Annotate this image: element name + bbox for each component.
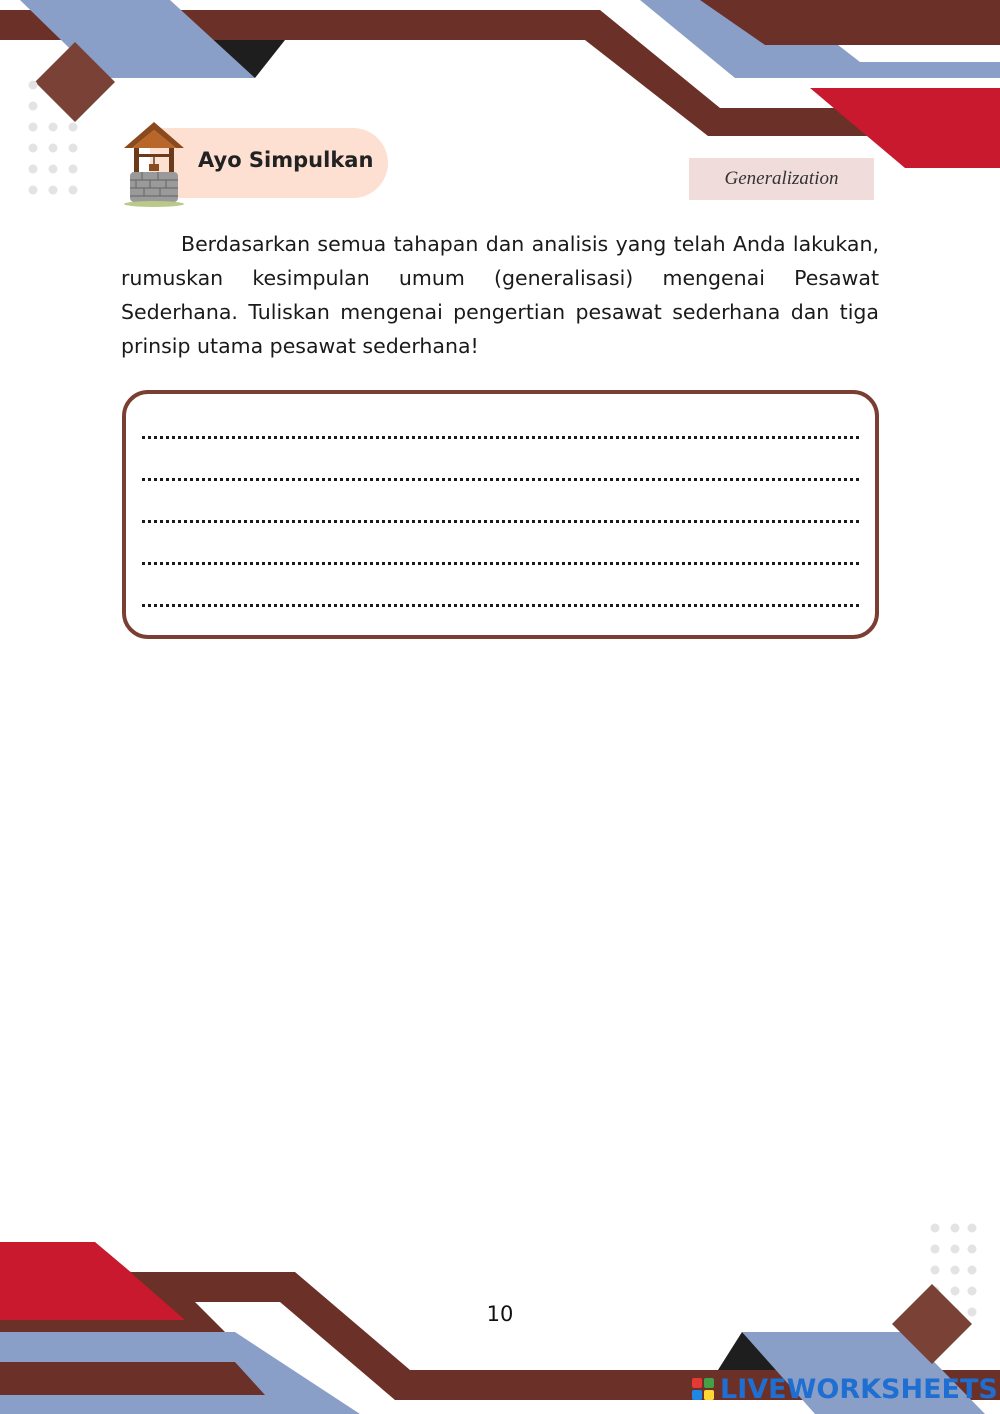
wishing-well-icon (118, 118, 190, 208)
liveworksheets-logo[interactable] (692, 1374, 998, 1404)
page-number: 10 (486, 1302, 514, 1326)
answer-line[interactable] (142, 562, 859, 565)
bottom-left-brown-strip (0, 1362, 265, 1395)
instruction-paragraph: Berdasarkan semua tahapan dan analisis yang telah Anda lakukan, rumuskan kesimpulan umum (generalisasi) mengenai Pesawat Sederhana. Tuliskan mengenai pengertian pesawat sederhana dan tiga prinsip utama pesawat sederhana! (121, 232, 879, 358)
answer-box[interactable] (122, 390, 879, 639)
liveworksheets-watermark: LIVEWORKSHEETS (720, 1373, 998, 1405)
section-title: Ayo Simpulkan (198, 148, 374, 172)
answer-line[interactable] (142, 478, 859, 481)
answer-line[interactable] (142, 520, 859, 523)
answer-line[interactable] (142, 604, 859, 607)
answer-line[interactable] (142, 436, 859, 439)
liveworksheets-logo-icon (692, 1378, 714, 1400)
generalization-tag: Generalization (689, 158, 874, 200)
